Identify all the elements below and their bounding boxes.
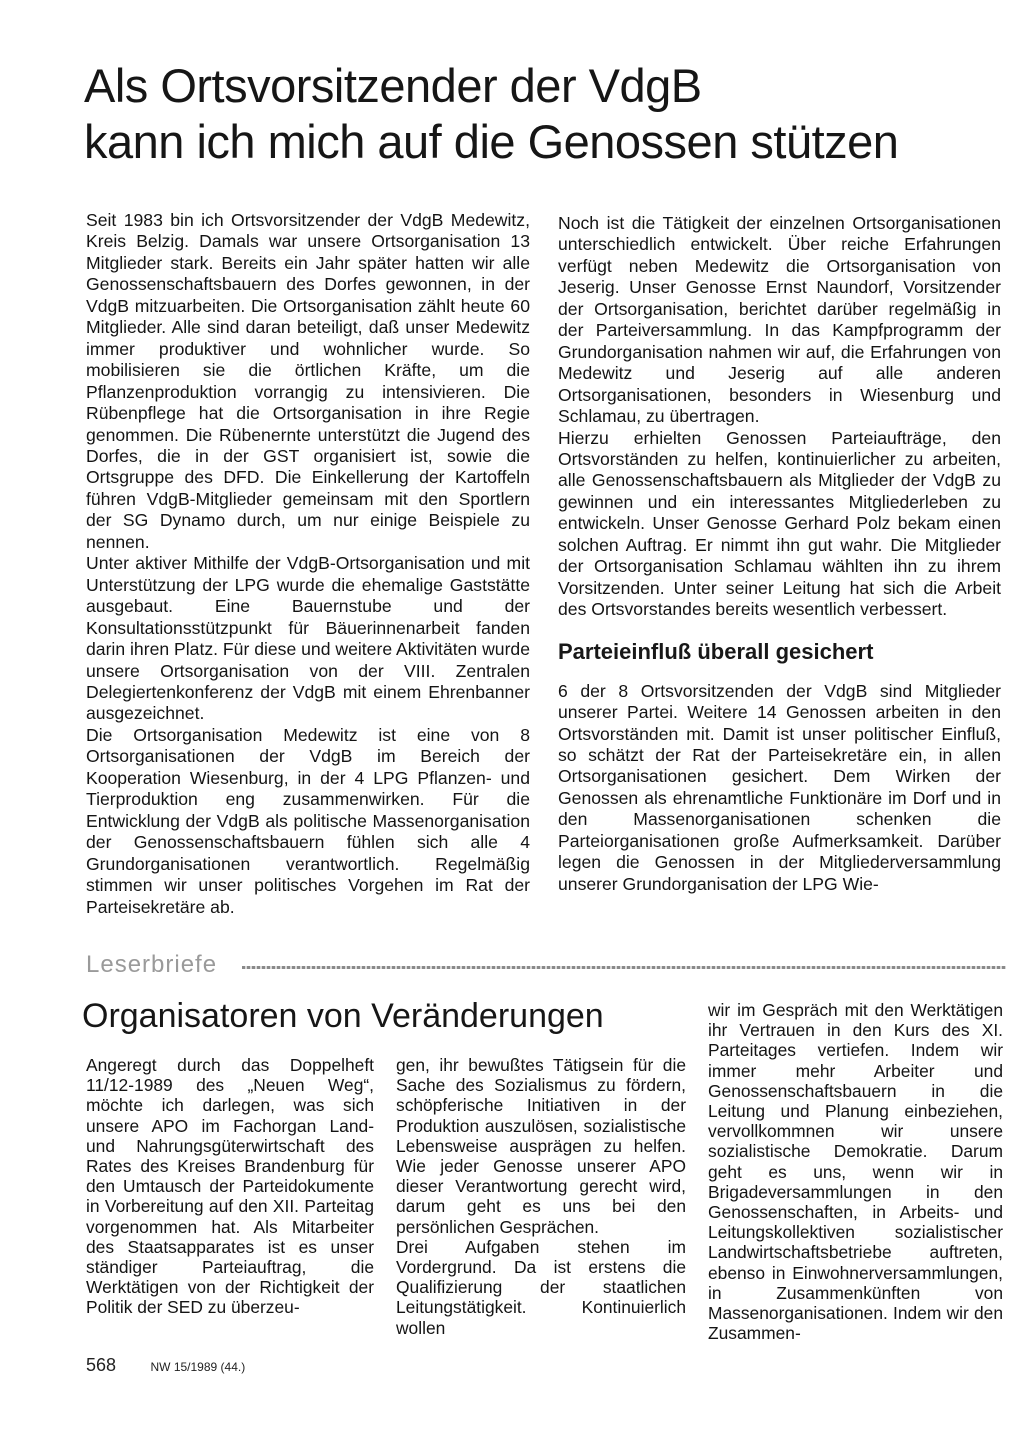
paragraph: Hierzu erhielten Genossen Parteiaufträge, den Ortsvorständen zu helfen, kontinuierlicher zu arbeiten, alle Genossenschaftsbauern als Mitglieder der VdgB zu gewinnen und ein interessantes Mitgliederleben zu entwickeln. Unser Genosse Gerhard Polz bekam einen solchen Auftrag. Er nimmt ihn gut wahr. Die Mitglieder der Ortsorganisation Schlamau wählten ihn zu ihrem Vorsitzenden. Unter seiner Leitung hat sich die Arbeit des Ortsvorstandes bereits wesentlich verbessert. — [558, 427, 1001, 620]
article-headline — [84, 58, 964, 170]
article-column-1 — [86, 210, 530, 918]
paragraph: Unter aktiver Mithilfe der VdgB-Ortsorganisation und mit Unterstützung der LPG wurde die ehemalige Gaststätte ausgebaut. Eine Bauernstube und der Konsultationsstützpunkt für Bäuerinnenarbeit fanden darin ihren Platz. Für diese und weitere Aktivitäten wurde unsere Ortsorganisation von der VIII. Zentralen Delegiertenkonferenz der VdgB mit einem Ehrenbanner ausgezeichnet. — [86, 553, 530, 724]
article-column-2 — [558, 213, 1001, 895]
paragraph: 6 der 8 Ortsvorsitzenden der VdgB sind Mitglieder unserer Partei. Weitere 14 Genossen arbeiten in den Ortsvorständen mit. Damit ist unser politischer Einfluß, so schätzt der Rat der Parteisekretäre ein, in allen Ortsorganisationen gesichert. Dem Wirken der Genossen als ehrenamtliche Funktionäre im Dorf und in den Massenorganisationen schenken die Parteiorganisationen große Aufmerksamkeit. Darüber legen die Genossen in der Mitgliederversammlung unserer Grundorganisation der LPG Wie- — [558, 680, 1001, 894]
letter-column-2 — [396, 1055, 686, 1338]
page-footer — [86, 1355, 245, 1377]
section-rubric — [86, 950, 1006, 980]
letter-column-1 — [86, 1055, 374, 1318]
paragraph: Die Ortsorganisation Medewitz ist eine von 8 Ortsorganisationen der VdgB im Bereich der Kooperation Wiesenburg, in der 4 LPG Pflanzen- und Tierproduktion eng zusammenwirken. Für die Entwicklung der VdgB als politische Massenorganisation der Genossenschaftsbauern fühlen sich alle 4 Grundorganisationen verantwortlich. Regelmäßig stimmen wir unser politisches Vorgehen im Rat der Parteisekretäre ab. — [86, 724, 530, 917]
paragraph: Noch ist die Tätigkeit der einzelnen Ortsorganisationen unterschiedlich entwickelt. Über reiche Erfahrungen verfügt neben Medewitz die Ortsorganisation von Jeserig. Unser Genosse Ernst Naundorf, Vorsitzender der Ortsorganisation, berichtet darüber regelmäßig in der Parteiversammlung. In das Kampfprogramm der Grundorganisation nahmen wir auf, die Erfahrungen von Medewitz und Jeserig auf alle anderen Ortsorganisationen, besonders in Wiesenburg und Schlamau, zu übertragen. — [558, 213, 1001, 427]
letter-headline: Organisatoren von Veränderungen — [82, 997, 604, 1035]
paragraph: Seit 1983 bin ich Ortsvorsitzender der VdgB Medewitz, Kreis Belzig. Damals war unsere Ortsorganisation 13 Mitglieder stark. Bereits ein Jahr später hatten wir alle Genossenschaftsbauern des Dorfes gewonnen, in der VdgB mitzuarbeiten. Die Ortsorganisation zählt heute 60 Mitglieder. Alle sind daran beteiligt, daß unser Medewitz immer produktiver und wohnlicher wurde. So mobilisieren sie die örtlichen Kräfte, um die Pflanzenproduktion vorrangig zu intensivieren. Die Rübenpflege hat die Ortsorganisation in ihre Regie genommen. Die Rübenernte unterstützt die Jugend des Dorfes, die in der GST organisiert ist, sowie die Ortsgruppe des DFD. Die Einkellerung der Kartoffeln führen VdgB-Mitglieder gemeinsam mit den Sportlern der SG Dynamo durch, um nur einige Beispiele zu nennen. — [86, 210, 530, 552]
headline-line-2: kann ich mich auf die Genossen stützen — [84, 115, 899, 168]
headline-line-1: Als Ortsvorsitzender der VdgB — [84, 59, 702, 112]
rubric-divider — [242, 966, 1006, 969]
page-number: 568 — [86, 1355, 117, 1375]
paragraph: Angeregt durch das Doppelheft 11/12-1989 des „Neuen Weg“, möchte ich darlegen, was sich unsere APO im Fachorgan Land- und Nahrungsgüterwirtschaft des Rates des Kreises Brandenburg für den Umtausch der Parteidokumente in Vorbereitung auf den XII. Parteitag vorgenommen hat. Als Mitarbeiter des Staatsapparates ist es unser ständiger Parteiauftrag, die Werktätigen von der Richtigkeit der Politik der SED zu überzeu- — [86, 1055, 374, 1318]
paragraph: wir im Gespräch mit den Werktätigen ihr Vertrauen in den Kurs des XI. Parteitages vertiefen. Indem wir immer mehr Arbeiter und Genossenschaftsbauern in die Leitung und Planung einbeziehen, vervollkommnen wir unsere sozialistische Demokratie. Darum geht es uns, wenn wir in Brigadeversammlungen in den Genossenschaften, in Arbeits- und Leitungskollektiven sozialistischer Landwirtschaftsbetriebe auftreten, ebenso in Einwohnerversammlungen, in Zusammenkünften von Massenorganisationen. Indem wir den Zusammen- — [708, 1000, 1003, 1344]
issue-label: NW 15/1989 (44.) — [150, 1360, 246, 1374]
letter-column-3 — [708, 1000, 1003, 1343]
paragraph: gen, ihr bewußtes Tätigsein für die Sache des Sozialismus zu fördern, schöpferische Initiativen in der Produktion auszulösen, sozialistische Lebensweise ausprägen zu helfen. Wie jeder Genosse unserer APO dieser Verantwortung gerecht wird, darum geht es uns bei den persönlichen Gesprächen. — [396, 1055, 686, 1237]
paragraph: Drei Aufgaben stehen im Vordergrund. Da ist erstens die Qualifizierung der staatlichen Leitungstätigkeit. Kontinuierlich wollen — [396, 1236, 686, 1338]
article-subheading: Parteieinfluß überall gesichert — [558, 638, 874, 664]
rubric-label: Leserbriefe — [86, 951, 218, 978]
